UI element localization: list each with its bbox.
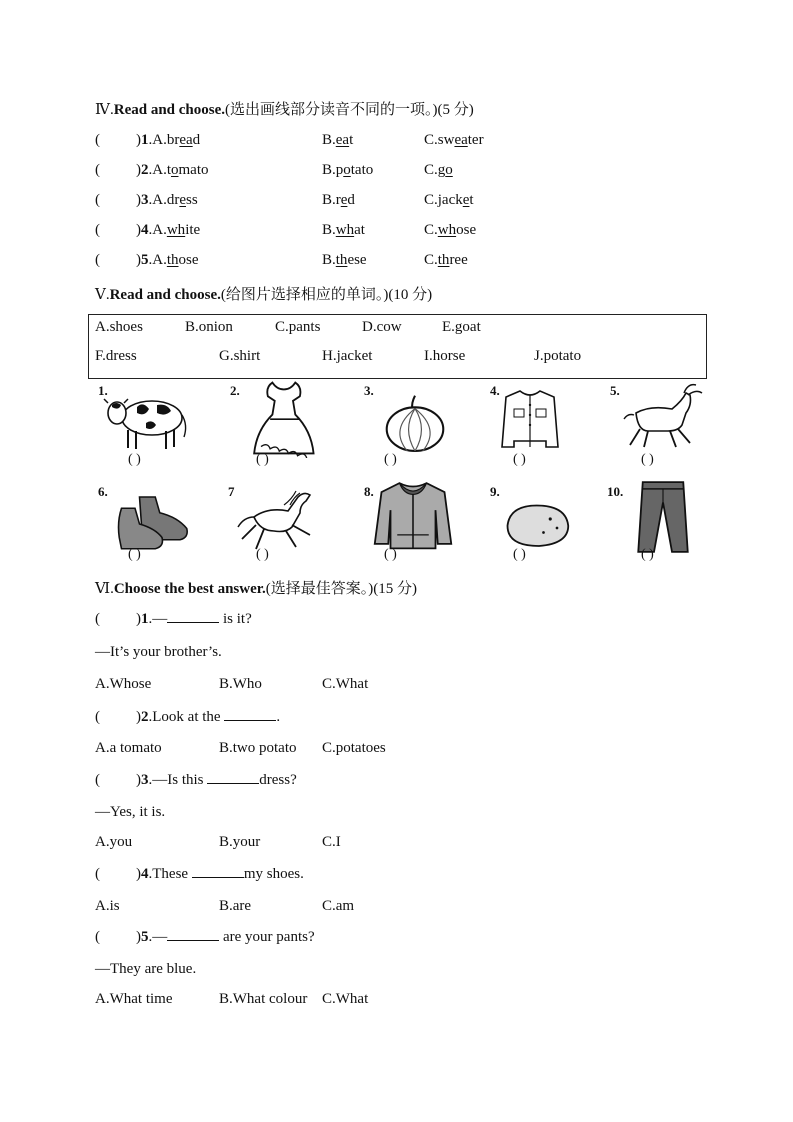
picture-number: 6.: [98, 484, 108, 499]
question-4: [95, 865, 304, 883]
answer-blank[interactable]: ( ): [513, 547, 526, 562]
option-a-underlined: o: [171, 162, 179, 178]
option-b: [322, 222, 365, 239]
option-e: E.goat: [442, 319, 481, 335]
picture-number: 4.: [490, 383, 500, 398]
answer-blank[interactable]: ( ): [128, 547, 141, 562]
question-text: .These: [148, 866, 192, 882]
option-c: [424, 132, 484, 149]
picture-number: 9.: [490, 484, 500, 499]
option-b-underlined: ea: [335, 132, 350, 148]
option-c: [424, 252, 468, 269]
answer-paren-open: (: [95, 709, 100, 725]
option-a-text: .A.: [148, 252, 167, 268]
option-a-text: ss: [186, 192, 198, 208]
reply-3: —Yes, it is.: [95, 804, 166, 820]
answer-blank[interactable]: ( ): [641, 452, 654, 467]
cow-icon: [102, 380, 192, 460]
answer-paren-open: (: [95, 162, 100, 178]
option-a-text: ite: [185, 222, 201, 238]
option-1b: B.Who: [219, 676, 262, 692]
section-title-cn: (给图片选择相应的单词。)(10 分): [220, 287, 433, 303]
question-text: my shoes.: [243, 866, 304, 882]
option-b-underlined: o: [343, 162, 351, 178]
answer-paren-close: ): [136, 132, 141, 148]
option-c: [424, 162, 453, 179]
answer-blank[interactable]: ( ): [641, 547, 654, 562]
option-4a: A.is: [95, 898, 120, 914]
option-2a: A.a tomato: [95, 740, 162, 756]
question-number: 3: [141, 192, 149, 208]
option-3c: C.I: [322, 834, 341, 850]
option-b-underlined: th: [335, 252, 348, 268]
section-number: Ⅴ.: [95, 287, 110, 303]
option-a-underlined: th: [166, 252, 179, 268]
question-text: are your pants?: [219, 929, 315, 945]
picture-number: 8.: [364, 484, 374, 499]
option-b-text: tato: [350, 162, 374, 178]
option-3a: A.you: [95, 834, 133, 850]
reply-1: —It’s your brother’s.: [95, 644, 222, 660]
option-c-text: C.jack: [424, 192, 463, 208]
picture-number: 5.: [610, 383, 620, 398]
question-row: [95, 222, 200, 239]
fill-blank[interactable]: [167, 928, 219, 941]
option-a-text: .A.t: [148, 162, 171, 178]
question-row: [95, 162, 209, 179]
question-text: .—: [148, 611, 168, 627]
shirt-icon: [484, 380, 574, 460]
option-c-underlined: th: [437, 252, 450, 268]
option-b: [322, 132, 353, 149]
option-b: [322, 162, 373, 179]
section-6-title: [95, 577, 417, 598]
answer-paren-close: ): [136, 192, 141, 208]
answer-blank[interactable]: ( ): [384, 452, 397, 467]
answer-paren-open: (: [95, 772, 100, 788]
answer-paren-close: ): [136, 162, 141, 178]
question-number: 4: [141, 866, 149, 882]
pants-icon: [618, 477, 708, 557]
answer-paren-close: ): [136, 929, 141, 945]
goat-icon: [618, 378, 708, 458]
question-number: 1: [141, 132, 149, 148]
shoes-icon: [108, 484, 198, 564]
section-title-en: Read and choose.: [109, 287, 221, 303]
option-b-text: at: [354, 222, 365, 238]
question-2: [95, 708, 280, 726]
question-number: 5: [141, 929, 149, 945]
option-b: [322, 252, 367, 269]
question-text: .: [276, 709, 281, 725]
option-c-underlined: ea: [454, 132, 468, 148]
answer-blank[interactable]: ( ): [384, 547, 397, 562]
question-text: is it?: [219, 611, 252, 627]
answer-blank[interactable]: ( ): [128, 452, 141, 467]
option-5c: C.What: [322, 991, 369, 1007]
option-j: J.potato: [534, 348, 582, 364]
question-number: 3: [141, 772, 149, 788]
option-a-underlined: ea: [179, 132, 193, 148]
option-b: B.onion: [185, 319, 233, 335]
reply-5: —They are blue.: [95, 961, 197, 977]
option-a-text: .A.: [148, 222, 167, 238]
section-title-cn: (选择最佳答案。)(15 分): [265, 581, 418, 597]
option-3b: B.your: [219, 834, 261, 850]
option-b-text: B.: [322, 222, 336, 238]
option-5a: A.What time: [95, 991, 173, 1007]
question-row: [95, 132, 200, 149]
option-b-text: B.: [322, 252, 336, 268]
option-a-underlined: e: [179, 192, 186, 208]
answer-paren-close: ): [136, 252, 141, 268]
answer-paren-open: (: [95, 252, 100, 268]
option-a: A.shoes: [95, 319, 143, 335]
option-b-text: t: [349, 132, 354, 148]
section-4-title: [95, 98, 474, 119]
section-5-title: [95, 283, 432, 304]
answer-paren-open: (: [95, 866, 100, 882]
jacket-icon: [368, 478, 458, 558]
option-c-text: ree: [449, 252, 468, 268]
option-c-text: C.sw: [424, 132, 455, 148]
option-b: [322, 192, 355, 209]
option-2b: B.two potato: [219, 740, 297, 756]
option-a-text: ose: [178, 252, 199, 268]
option-5b: B.What colour: [219, 991, 308, 1007]
option-a-text: .A.dr: [148, 192, 180, 208]
answer-paren-close: ): [136, 611, 141, 627]
fill-blank[interactable]: [207, 771, 259, 784]
question-5: [95, 928, 315, 946]
fill-blank[interactable]: [224, 708, 276, 721]
option-b-text: ese: [347, 252, 367, 268]
dress-icon: [240, 378, 330, 458]
answer-paren-open: (: [95, 132, 100, 148]
question-text: dress?: [259, 772, 297, 788]
option-b-underlined: e: [340, 192, 348, 208]
answer-paren-open: (: [95, 929, 100, 945]
question-1: [95, 610, 252, 628]
option-d: D.cow: [362, 319, 402, 335]
picture-number: 2.: [230, 383, 240, 398]
option-c-underlined: e: [462, 192, 470, 208]
section-title-en: Read and choose.: [113, 102, 226, 118]
option-c: C.pants: [275, 319, 321, 335]
option-c-text: C.g: [424, 162, 446, 178]
question-3: [95, 771, 297, 789]
option-h: H.jacket: [322, 348, 373, 364]
option-c-text: C.: [424, 252, 438, 268]
picture-number: 3.: [364, 383, 374, 398]
option-c-text: C.: [424, 222, 438, 238]
option-2c: C.potatoes: [322, 740, 386, 756]
question-row: [95, 192, 198, 209]
option-a-text: .A.br: [148, 132, 180, 148]
option-4b: B.are: [219, 898, 252, 914]
option-4c: C.am: [322, 898, 355, 914]
picture-number: 7: [228, 484, 235, 499]
question-text: .—: [148, 929, 168, 945]
answer-blank[interactable]: ( ): [513, 452, 526, 467]
option-c: [424, 192, 474, 209]
option-b-text: d: [347, 192, 355, 208]
answer-paren-close: ): [136, 709, 141, 725]
answer-paren-close: ): [136, 772, 141, 788]
option-1c: C.What: [322, 676, 369, 692]
option-c-text: ter: [467, 132, 484, 148]
answer-paren-close: ): [136, 222, 141, 238]
option-b-text: B.: [322, 132, 336, 148]
option-g: G.shirt: [219, 348, 261, 364]
section-title-en: Choose the best answer.: [113, 581, 266, 597]
picture-number: 10.: [607, 484, 624, 499]
answer-paren-open: (: [95, 222, 100, 238]
question-number: 4: [141, 222, 149, 238]
section-number: Ⅳ.: [95, 102, 114, 118]
question-number: 5: [141, 252, 149, 268]
option-c-text: t: [469, 192, 474, 208]
fill-blank[interactable]: [192, 865, 244, 878]
option-f: F.dress: [95, 348, 137, 364]
option-i: I.horse: [424, 348, 466, 364]
question-text: .—Is this: [148, 772, 208, 788]
option-c-text: ose: [456, 222, 477, 238]
option-b-text: B.r: [322, 192, 341, 208]
horse-icon: [234, 480, 324, 560]
picture-number: 1.: [98, 383, 108, 398]
option-c: [424, 222, 476, 239]
answer-paren-open: (: [95, 192, 100, 208]
option-b-underlined: wh: [335, 222, 355, 238]
question-number: 2: [141, 162, 149, 178]
answer-paren-close: ): [136, 866, 141, 882]
option-a-underlined: wh: [166, 222, 186, 238]
fill-blank[interactable]: [167, 610, 219, 623]
option-b-text: B.p: [322, 162, 344, 178]
option-c-underlined: o: [445, 162, 453, 178]
question-number: 1: [141, 611, 149, 627]
option-1a: A.Whose: [95, 676, 152, 692]
option-c-underlined: wh: [437, 222, 457, 238]
answer-blank[interactable]: ( ): [256, 547, 269, 562]
question-text: .Look at the: [148, 709, 225, 725]
section-number: Ⅵ.: [95, 581, 114, 597]
section-title-cn: (选出画线部分读音不同的一项。)(5 分): [225, 102, 474, 118]
question-number: 2: [141, 709, 149, 725]
question-row: [95, 252, 199, 269]
answer-paren-open: (: [95, 611, 100, 627]
answer-blank[interactable]: ( ): [256, 452, 269, 467]
potato-icon: [494, 488, 584, 568]
option-a-text: mato: [178, 162, 209, 178]
option-a-text: d: [192, 132, 201, 148]
